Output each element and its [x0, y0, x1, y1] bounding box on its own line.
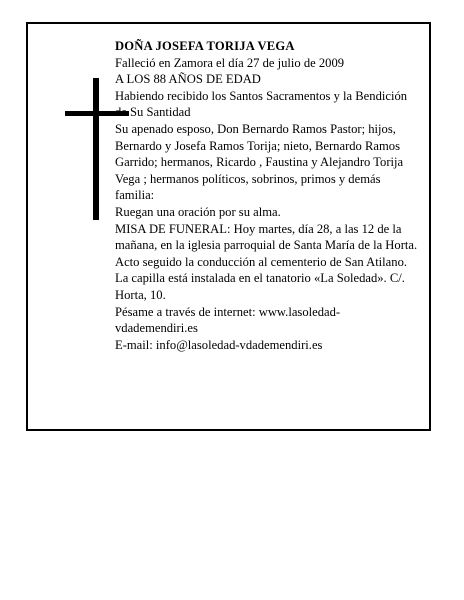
- deceased-name: DOÑA JOSEFA TORIJA VEGA: [115, 39, 295, 53]
- funeral-mass: MISA DE FUNERAL: Hoy martes, día 28, a las 12 de la mañana, en la iglesia parroquial de Santa María de la Horta. Acto seguido la conducción al cementerio de San Atilano.: [115, 221, 418, 269]
- contact-email: E-mail: info@lasoledad-vdademendiri.es: [115, 337, 323, 352]
- death-line: Falleció en Zamora el día 27 de julio de 2009: [115, 55, 345, 70]
- notice-body: [115, 38, 420, 353]
- family-list: Su apenado esposo, Don Bernardo Ramos Pastor; hijos, Bernardo y Josefa Ramos Torija; nieto, Bernardo Ramos Garrido; hermanos, Ricardo , Faustina y Alejandro Torija Vega ; hermanos políticos, sobrinos, primos y demás familia:: [115, 121, 404, 203]
- sacraments-line: Habiendo recibido los Santos Sacramentos y la Bendición de Su Santidad: [115, 88, 408, 120]
- condolences-website: Pésame a través de internet: www.lasoledad-vdademendiri.es: [115, 304, 341, 336]
- age-line: A LOS 88 AÑOS DE EDAD: [115, 72, 261, 87]
- cross-vertical-bar: [93, 78, 99, 220]
- prayer-request: Ruegan una oración por su alma.: [115, 204, 281, 219]
- chapel-location: La capilla está instalada en el tanatorio «La Soledad». C/. Horta, 10.: [115, 271, 405, 302]
